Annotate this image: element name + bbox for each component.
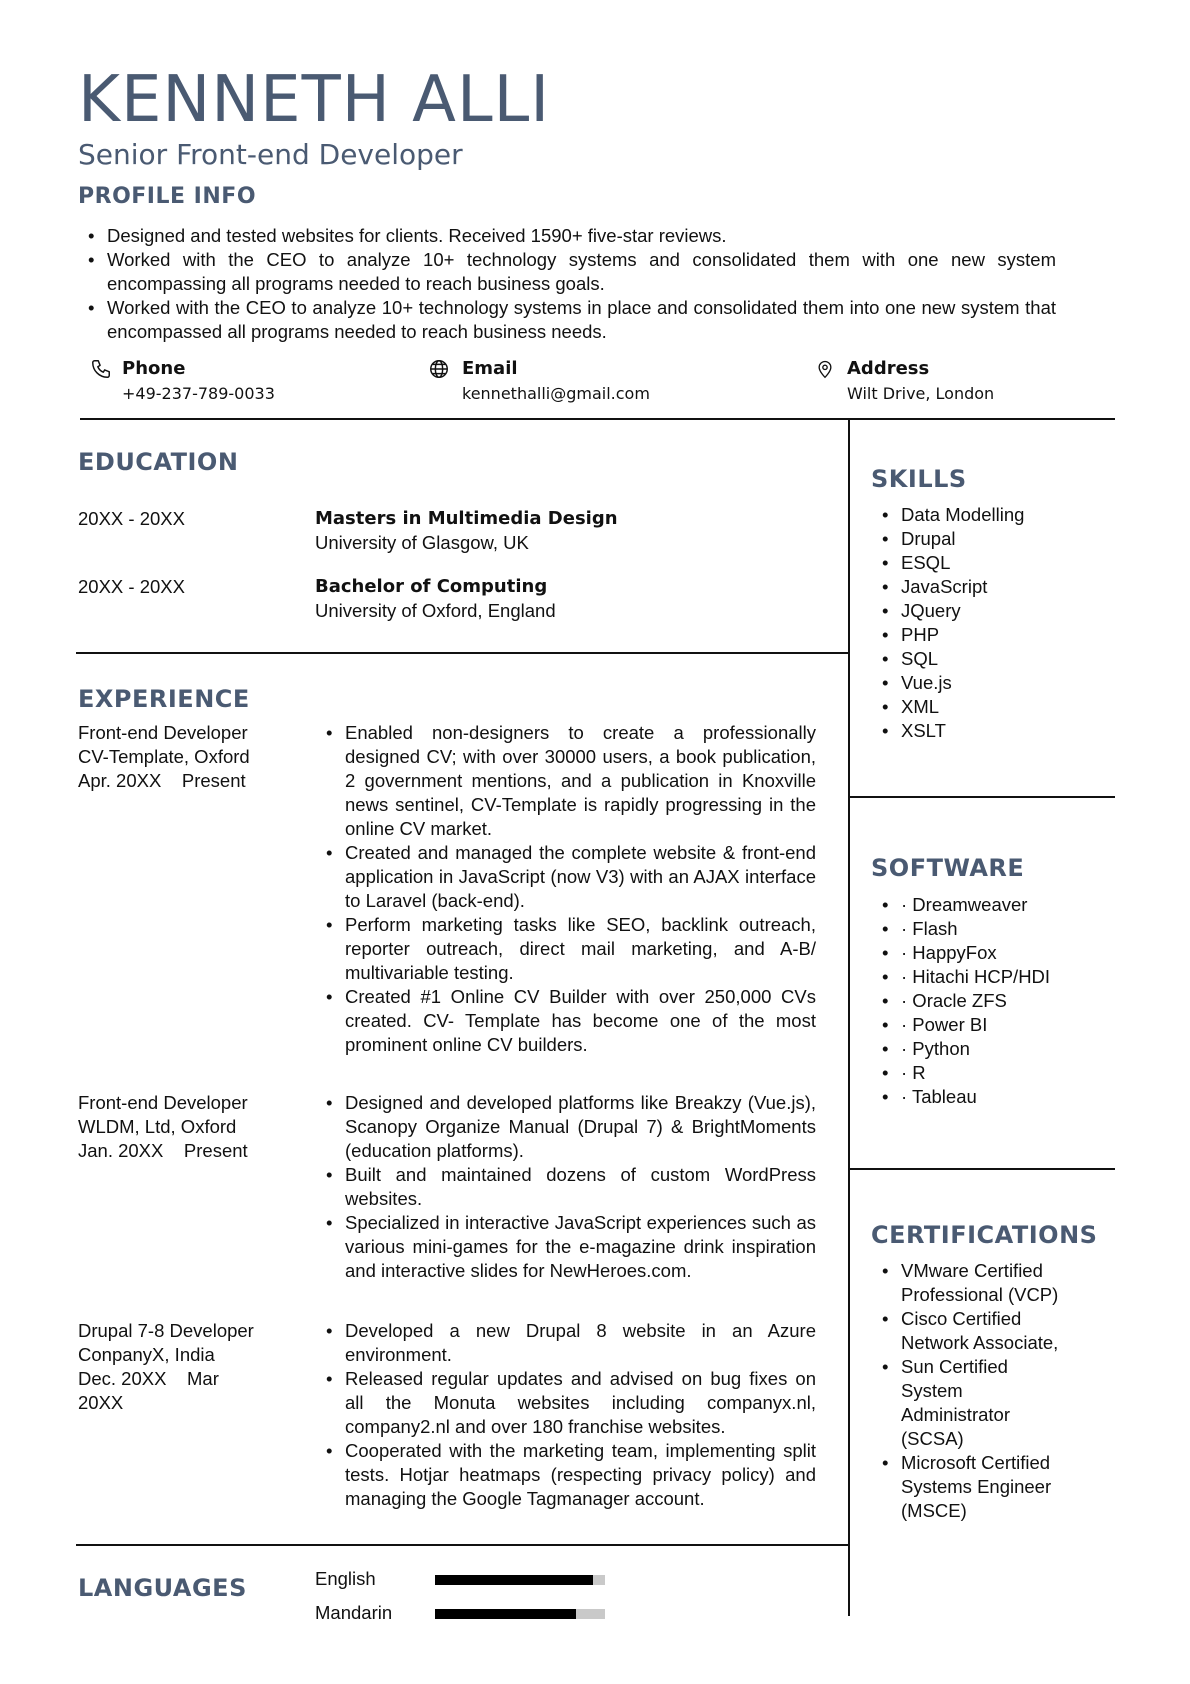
language-level-bar: [435, 1609, 605, 1619]
skill-item: • PHP: [880, 623, 1100, 647]
skill-item: • XML: [880, 695, 1100, 719]
job-bullets: [324, 1091, 816, 1283]
job-bullet: • Perform marketing tasks like SEO, backlink outreach, reporter outreach, direct mail marketing, and A-B/ multivariable testing.: [324, 913, 816, 985]
software-list: [880, 893, 1100, 1109]
certifications-list: [880, 1259, 1060, 1523]
job-role: Front-end Developer: [78, 722, 248, 743]
education-heading: EDUCATION: [78, 448, 239, 476]
software-item: • · Tableau: [880, 1085, 1100, 1109]
skills-list: [880, 503, 1100, 743]
job-bullet: • Enabled non-designers to create a professionally designed CV; with over 30000 users, a book publication, 2 government mentions, and a publication in Knoxville news sentinel, CV-Template is rapidly progressing in the online CV market.: [324, 721, 816, 841]
language-level-fill: [435, 1575, 593, 1585]
job-dates: Jan. 20XX Present: [78, 1140, 248, 1161]
job-role: Drupal 7-8 Developer: [78, 1320, 254, 1341]
profile-item: • Worked with the CEO to analyze 10+ technology systems in place and consolidated them into one new system that encompassed all programs needed to reach business needs.: [86, 296, 1056, 344]
experience-divider: [76, 1544, 849, 1546]
experience-heading: EXPERIENCE: [78, 685, 250, 713]
skill-item: • Drupal: [880, 527, 1100, 551]
certification-item: • VMware Certified Professional (VCP): [880, 1259, 1060, 1307]
email-value: kennethalli@gmail.com: [462, 384, 650, 403]
software-item: • · Dreamweaver: [880, 893, 1100, 917]
job-title: Senior Front-end Developer: [78, 138, 463, 171]
job-company: ConpanyX, India: [78, 1344, 215, 1365]
job-bullets: [324, 1319, 816, 1511]
skills-heading: SKILLS: [871, 465, 967, 493]
certification-item: • Microsoft Certified Systems Engineer (MSCE): [880, 1451, 1060, 1523]
job-bullet: • Created and managed the complete website & front-end application in JavaScript (now V3) with an AJAX interface to Laravel (back-end).: [324, 841, 816, 913]
skill-item: • ESQL: [880, 551, 1100, 575]
job-dates: Apr. 20XX Present: [78, 770, 246, 791]
job-role: Front-end Developer: [78, 1092, 248, 1113]
education-degree: Bachelor of Computing: [315, 576, 548, 597]
skill-item: • SQL: [880, 647, 1100, 671]
software-item: • · Oracle ZFS: [880, 989, 1100, 1013]
software-item: • · Hitachi HCP/HDI: [880, 965, 1100, 989]
job-bullet: • Cooperated with the marketing team, implementing split tests. Hotjar heatmaps (respecting privacy policy) and managing the Google Tagmanager account.: [324, 1439, 816, 1511]
phone-value: +49-237-789-0033: [122, 384, 275, 403]
header-divider: [80, 418, 1115, 420]
skill-item: • JQuery: [880, 599, 1100, 623]
job-dates: Dec. 20XX Mar 20XX: [78, 1368, 224, 1413]
job-bullets: [324, 721, 816, 1057]
software-item: • · HappyFox: [880, 941, 1100, 965]
job-bullet: • Specialized in interactive JavaScript experiences such as various mini-games for the e-magazine drink inspiration and interactive slides for NewHeroes.com.: [324, 1211, 816, 1283]
software-item: • · R: [880, 1061, 1100, 1085]
language-level-bar: [435, 1575, 605, 1585]
language-name: English: [315, 1568, 376, 1589]
email-label: Email: [462, 358, 518, 379]
address-label: Address: [847, 358, 930, 379]
language-name: Mandarin: [315, 1602, 393, 1623]
skills-divider: [849, 796, 1115, 798]
candidate-name: KENNETH ALLI: [78, 63, 551, 137]
column-divider: [848, 418, 850, 1616]
education-degree: Masters in Multimedia Design: [315, 508, 618, 529]
skill-item: • Data Modelling: [880, 503, 1100, 527]
location-pin-icon: [815, 358, 835, 380]
job-meta: [78, 1319, 268, 1415]
software-item: • · Power BI: [880, 1013, 1100, 1037]
education-school: University of Glasgow, UK: [315, 532, 529, 553]
certification-item: • Sun Certified System Administrator (SCSA): [880, 1355, 1021, 1451]
job-meta: [78, 721, 278, 793]
software-item: • · Flash: [880, 917, 1100, 941]
profile-item: • Worked with the CEO to analyze 10+ technology systems and consolidated them with one new system encompassing all programs needed to reach business goals.: [86, 248, 1056, 296]
job-bullet: • Released regular updates and advised on bug fixes on all the Monuta websites including companyx.nl, company2.nl and over 180 franchise websites.: [324, 1367, 816, 1439]
globe-icon: [428, 358, 450, 380]
job-company: WLDM, Ltd, Oxford: [78, 1116, 237, 1137]
skill-item: • Vue.js: [880, 671, 1100, 695]
skill-item: • XSLT: [880, 719, 1100, 743]
address-value: Wilt Drive, London: [847, 384, 995, 403]
profile-list: [86, 224, 1056, 344]
software-item: • · Python: [880, 1037, 1100, 1061]
job-company: CV-Template, Oxford: [78, 746, 250, 767]
languages-heading: LANGUAGES: [78, 1574, 247, 1602]
certification-item: • Cisco Certified Network Associate,: [880, 1307, 1060, 1355]
job-bullet: • Designed and developed platforms like Breakzy (Vue.js), Scanopy Organize Manual (Drupal 7) & BrightMoments (education platforms).: [324, 1091, 816, 1163]
job-meta: [78, 1091, 278, 1163]
software-divider: [849, 1168, 1115, 1170]
education-school: University of Oxford, England: [315, 600, 556, 621]
phone-label: Phone: [122, 358, 186, 379]
software-heading: SOFTWARE: [871, 854, 1025, 882]
certifications-heading: CERTIFICATIONS: [871, 1221, 1098, 1249]
job-bullet: • Developed a new Drupal 8 website in an Azure environment.: [324, 1319, 816, 1367]
job-bullet: • Built and maintained dozens of custom WordPress websites.: [324, 1163, 816, 1211]
language-level-fill: [435, 1609, 576, 1619]
education-divider: [76, 652, 849, 654]
education-years: 20XX - 20XX: [78, 576, 185, 597]
education-years: 20XX - 20XX: [78, 508, 185, 529]
phone-icon: [90, 358, 112, 380]
job-bullet: • Created #1 Online CV Builder with over 250,000 CVs created. CV- Template has become one of the most prominent online CV builders.: [324, 985, 816, 1057]
profile-item: • Designed and tested websites for clients. Received 1590+ five-star reviews.: [86, 224, 1056, 248]
skill-item: • JavaScript: [880, 575, 1100, 599]
profile-heading: PROFILE INFO: [78, 184, 257, 209]
